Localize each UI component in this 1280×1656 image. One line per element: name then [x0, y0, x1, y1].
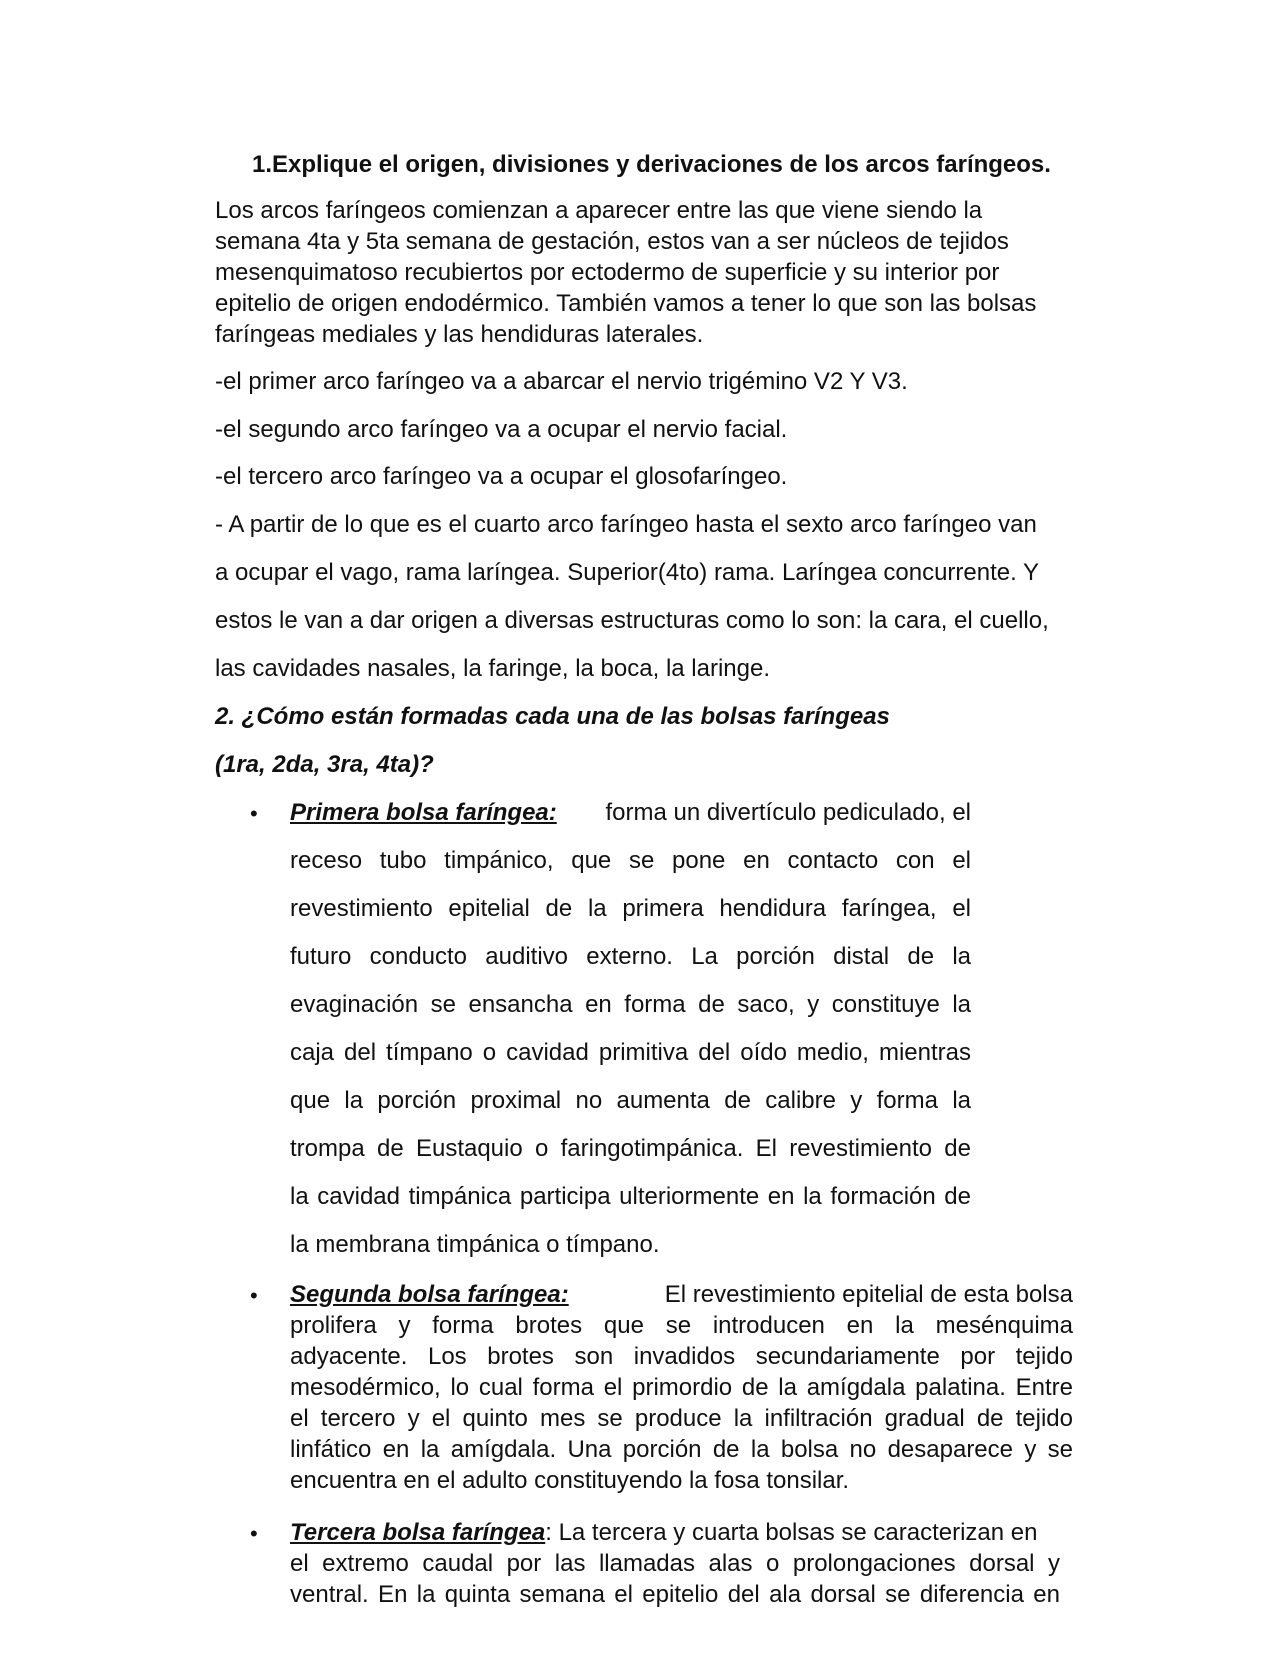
- first-pouch-line: que la porción proximal no aumenta de calibre y forma la: [290, 1087, 971, 1114]
- second-pouch-line: encuentra en el adulto constituyendo la fosa tonsilar.: [290, 1467, 850, 1494]
- fourth-arch-line: - A partir de lo que es el cuarto arco faríngeo hasta el sexto arco faríngeo van: [215, 511, 1037, 538]
- question-2-heading: 2. ¿Cómo están formadas cada una de las bolsas faríngeas: [215, 703, 890, 730]
- first-pouch-line: evaginación se ensancha en forma de saco, y constituye la: [290, 991, 971, 1018]
- intro-line: semana 4ta y 5ta semana de gestación, estos van a ser núcleos de tejidos: [215, 228, 1009, 255]
- third-pouch-line: ventral. En la quinta semana el epitelio del ala dorsal se diferencia en: [290, 1581, 1060, 1608]
- intro-line: Los arcos faríngeos comienzan a aparecer entre las que viene siendo la: [215, 197, 983, 224]
- question-2-heading-cont: (1ra, 2da, 3ra, 4ta)?: [215, 751, 434, 778]
- second-pouch-line: linfático en la amígdala. Una porción de la bolsa no desaparece y se: [290, 1436, 1073, 1463]
- first-pouch-line: [290, 799, 971, 827]
- arch-line: -el tercero arco faríngeo va a ocupar el glosofaríngeo.: [215, 463, 788, 490]
- first-pouch-line: futuro conducto auditivo externo. La porción distal de la: [290, 943, 971, 970]
- second-pouch-text: El revestimiento epitelial de esta bolsa: [664, 1281, 1073, 1308]
- second-pouch-line: mesodérmico, lo cual forma el primordio de la amígdala palatina. Entre: [290, 1374, 1073, 1401]
- first-pouch-line: revestimiento epitelial de la primera hendidura faríngea, el: [290, 895, 971, 922]
- question-1-heading: 1.Explique el origen, divisiones y derivaciones de los arcos faríngeos.: [252, 151, 1051, 178]
- fourth-arch-line: las cavidades nasales, la faringe, la boca, la laringe.: [215, 655, 770, 682]
- second-pouch-line: prolifera y forma brotes que se introducen en la mesénquima: [290, 1312, 1073, 1339]
- first-pouch-line: caja del tímpano o cavidad primitiva del oído medio, mientras: [290, 1039, 971, 1066]
- intro-line: mesenquimatoso recubiertos por ectodermo de superficie y su interior por: [215, 259, 1000, 286]
- fourth-arch-line: a ocupar el vago, rama laríngea. Superior(4to) rama. Laríngea concurrente. Y: [215, 559, 1040, 586]
- fourth-arch-line: estos le van a dar origen a diversas estructuras como lo son: la cara, el cuello,: [215, 607, 1049, 634]
- first-pouch-line: la cavidad timpánica participa ulteriormente en la formación de: [290, 1183, 971, 1210]
- first-pouch-line: trompa de Eustaquio o faringotimpánica. El revestimiento de: [290, 1135, 971, 1162]
- arch-line: -el primer arco faríngeo va a abarcar el nervio trigémino V2 Y V3.: [215, 368, 908, 395]
- bullet-icon: •: [250, 1521, 258, 1546]
- bullet-icon: •: [250, 801, 258, 826]
- third-pouch-line: [290, 1519, 1060, 1547]
- second-pouch-line: el tercero y el quinto mes se produce la infiltración gradual de tejido: [290, 1405, 1073, 1432]
- third-pouch-line: el extremo caudal por las llamadas alas o prolongaciones dorsal y: [290, 1550, 1060, 1577]
- first-pouch-line: la membrana timpánica o tímpano.: [290, 1231, 660, 1258]
- first-pouch-label: Primera bolsa faríngea:: [290, 799, 557, 826]
- first-pouch-line: receso tubo timpánico, que se pone en contacto con el: [290, 847, 971, 874]
- third-pouch-text: : La tercera y cuarta bolsas se caracterizan en: [545, 1519, 1038, 1546]
- second-pouch-line: [290, 1281, 1073, 1309]
- second-pouch-label: Segunda bolsa faríngea:: [290, 1281, 569, 1308]
- third-pouch-label: Tercera bolsa faríngea: [290, 1519, 546, 1546]
- intro-line: epitelio de origen endodérmico. También vamos a tener lo que son las bolsas: [215, 290, 1037, 317]
- first-pouch-text: forma un divertículo pediculado, el: [605, 799, 971, 826]
- intro-line: faríngeas mediales y las hendiduras laterales.: [215, 321, 704, 348]
- bullet-icon: •: [250, 1283, 258, 1308]
- second-pouch-line: adyacente. Los brotes son invadidos secundariamente por tejido: [290, 1343, 1073, 1370]
- arch-line: -el segundo arco faríngeo va a ocupar el nervio facial.: [215, 416, 788, 443]
